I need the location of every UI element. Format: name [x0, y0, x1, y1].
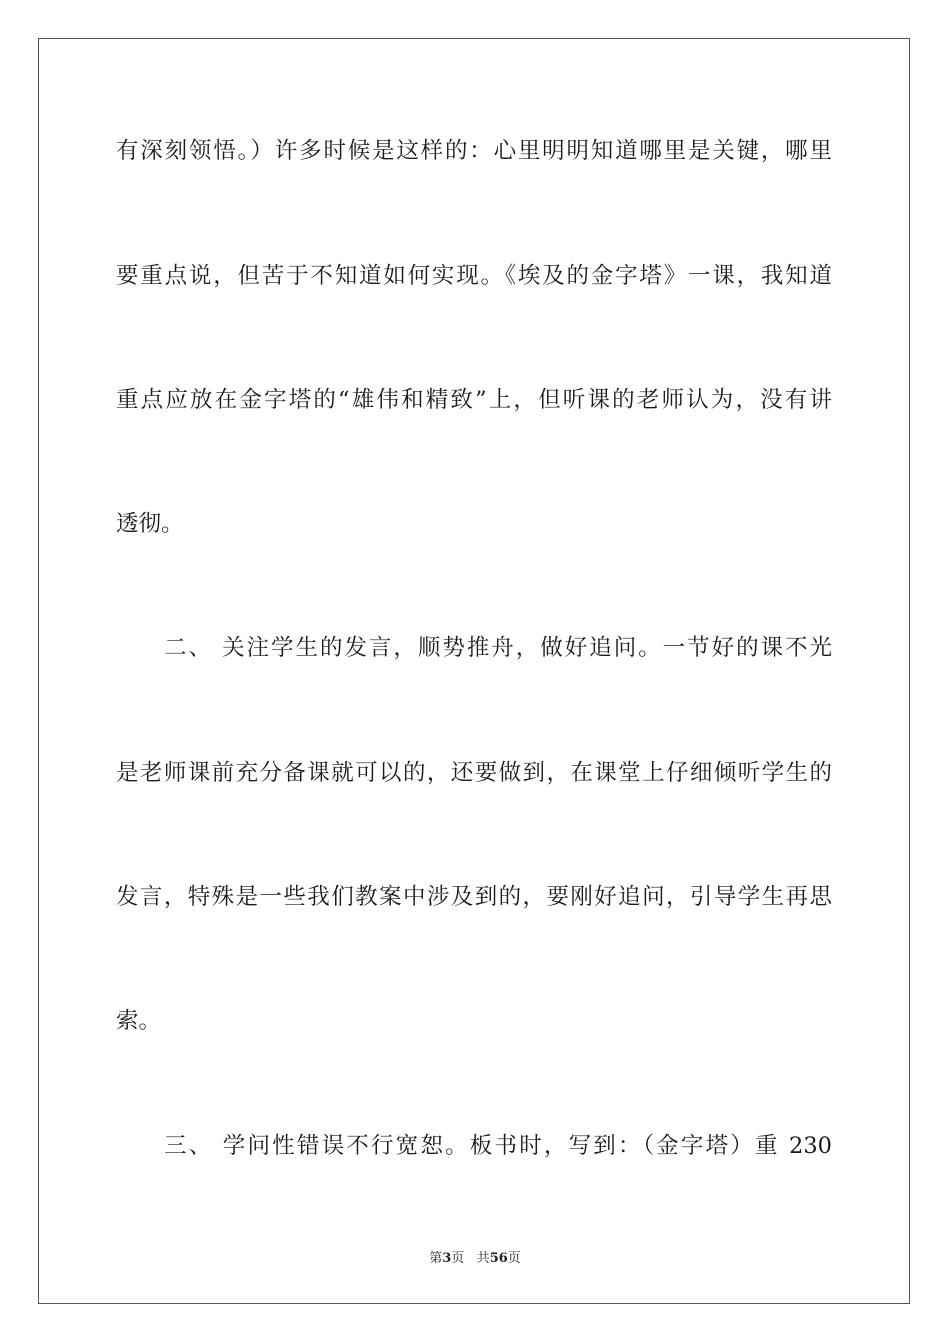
footer-total-pages: 56	[489, 1251, 508, 1266]
page-footer	[0, 1247, 950, 1266]
footer-total-prefix: 共	[476, 1251, 490, 1266]
paragraph-2-line-4: 索。	[116, 1008, 162, 1034]
paragraph-1-line-1: 有深刻领悟。）许多时候是这样的：心里明明知道哪里是关键，哪里	[116, 138, 832, 164]
footer-page-prefix: 第	[429, 1251, 443, 1266]
paragraph-1-line-2: 要重点说，但苦于不知道如何实现。《埃及的金字塔》一课，我知道	[116, 263, 832, 289]
paragraph-2-line-3: 发言，特殊是一些我们教案中涉及到的，要刚好追问，引导学生再思	[116, 884, 832, 910]
page-border	[38, 38, 910, 1304]
paragraph-1-line-4: 透彻。	[116, 511, 184, 537]
paragraph-1-line-3: 重点应放在金字塔的“雄伟和精致”上，但听课的老师认为，没有讲	[116, 387, 832, 413]
footer-total-suffix: 页	[507, 1251, 521, 1266]
footer-page-suffix: 页	[451, 1251, 465, 1266]
paragraph-2-line-2: 是老师课前充分备课就可以的，还要做到，在课堂上仔细倾听学生的	[116, 760, 832, 786]
paragraph-3-line-1: 三、 学问性错误不行宽恕。板书时，写到：（金字塔）重 230	[164, 1133, 832, 1159]
footer-page-number: 3	[442, 1251, 452, 1266]
paragraph-2-line-1: 二、 关注学生的发言，顺势推舟，做好追问。一节好的课不光	[164, 635, 832, 661]
